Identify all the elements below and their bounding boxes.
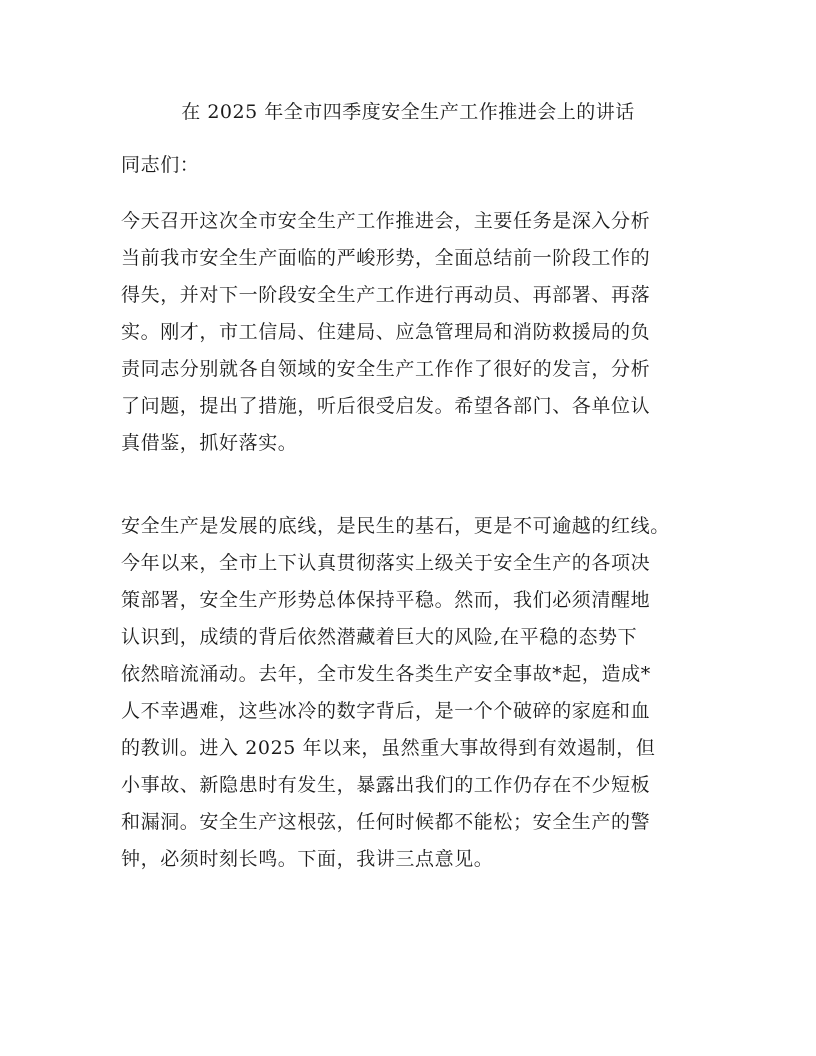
paragraph-line: 得失，并对下一阶段安全生产工作进行再动员、再部署、再落 — [121, 284, 651, 306]
paragraph-line: 的教训。进入 2025 年以来，虽然重大事故得到有效遏制，但 — [121, 737, 656, 759]
paragraph-1 — [121, 203, 721, 462]
paragraph-line: 人不幸遇难，这些冰冷的数字背后，是一个个破碎的家庭和血 — [121, 700, 651, 722]
paragraph-line: 责同志分别就各自领域的安全生产工作作了很好的发言，分析 — [121, 358, 651, 380]
paragraph-line: 了问题，提出了措施，听后很受启发。希望各部门、各单位认 — [121, 395, 651, 417]
paragraph-line: 安全生产是发展的底线，是民生的基石，更是不可逾越的红线。 — [121, 515, 670, 537]
paragraph-line: 依然暗流涌动。去年，全市发生各类生产安全事故*起，造成* — [121, 663, 651, 685]
salutation: 同志们： — [121, 154, 200, 176]
paragraph-line: 策部署，安全生产形势总体保持平稳。然而，我们必须清醒地 — [121, 589, 651, 611]
paragraph-line: 今天召开这次全市安全生产工作推进会，主要任务是深入分析 — [121, 210, 651, 232]
paragraph-line: 实。刚才，市工信局、住建局、应急管理局和消防救援局的负 — [121, 321, 651, 343]
paragraph-2 — [121, 508, 721, 878]
paragraph-line: 小事故、新隐患时有发生，暴露出我们的工作仍存在不少短板 — [121, 774, 651, 796]
document-title: 在 2025 年全市四季度安全生产工作推进会上的讲话 — [181, 101, 635, 123]
paragraph-line: 今年以来，全市上下认真贯彻落实上级关于安全生产的各项决 — [121, 552, 651, 574]
paragraph-line: 认识到，成绩的背后依然潜藏着巨大的风险,在平稳的态势下 — [121, 626, 638, 648]
paragraph-line: 钟，必须时刻长鸣。下面，我讲三点意见。 — [121, 848, 494, 870]
paragraph-line: 和漏洞。安全生产这根弦，任何时候都不能松；安全生产的警 — [121, 811, 651, 833]
paragraph-line: 真借鉴，抓好落实。 — [121, 432, 298, 454]
paragraph-line: 当前我市安全生产面临的严峻形势，全面总结前一阶段工作的 — [121, 247, 651, 269]
